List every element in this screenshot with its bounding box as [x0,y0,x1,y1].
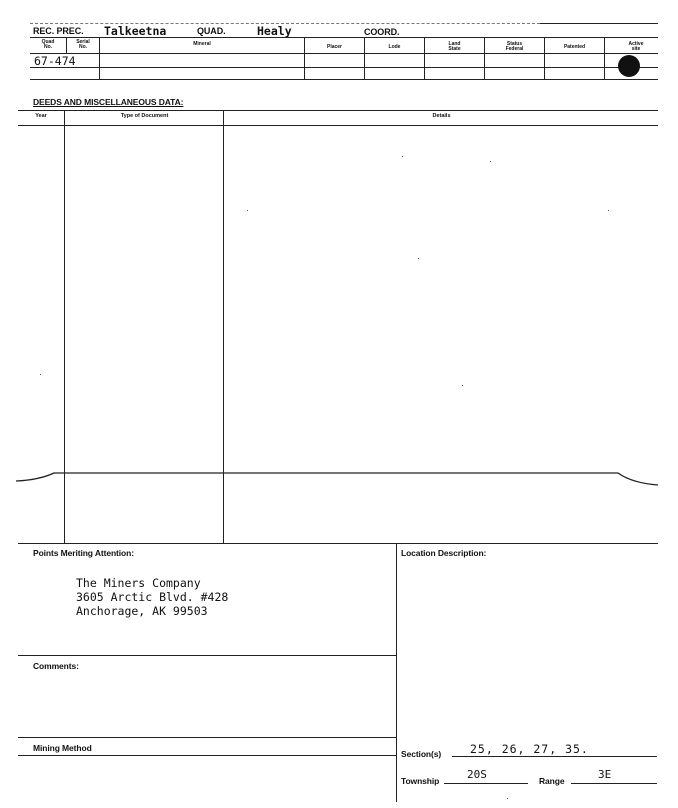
col-lode: Lode [388,44,401,50]
scan-speck [608,210,609,211]
township-label: Township [401,776,440,786]
comments-rule [18,655,396,656]
deeds-section-title: DEEDS AND MISCELLANEOUS DATA: [33,97,184,107]
scan-speck [247,210,248,211]
col-quad-no: Quad No. [41,39,55,50]
mining-method-rule [18,737,396,738]
points-meriting-attention-label: Points Meriting Attention: [33,548,134,558]
col-divider [604,38,605,79]
sections-underline [452,756,657,757]
quad-label: QUAD. [197,26,226,36]
scan-speck [402,156,403,157]
township-value: 20S [467,768,487,781]
active-site-mark-icon [618,55,640,77]
scan-speck [507,798,508,799]
deeds-header-rule [18,125,658,126]
col-mineral: Mineral [193,41,211,47]
mining-method-label: Mining Method [33,743,92,753]
coord-label: COORD. [364,27,400,37]
sections-label: Section(s) [401,749,442,759]
record-bottom-rule [30,79,658,80]
col-active-site: Active site [628,41,644,52]
location-description-label: Location Description: [401,548,487,558]
col-placer: Placer [326,44,342,50]
col-serial-no: Serial No. [76,39,90,50]
points-line-3: Anchorage, AK 99503 [76,604,208,618]
scan-speck [490,161,491,162]
col-patented: Patented [563,44,586,50]
col-land-state: Land State [448,41,461,52]
columns-rule [30,53,658,54]
range-label: Range [539,776,565,786]
rec-prec-label: REC. PREC. [33,26,84,36]
col-type-of-document: Type of Document [120,113,169,119]
sections-value: 25, 26, 27, 35. [470,742,589,756]
township-underline [444,783,528,784]
top-rule-right [540,23,658,24]
bottom-section-rule [18,543,658,544]
comments-label: Comments: [33,661,79,671]
bottom-section-divider [396,544,397,802]
scan-speck [418,258,419,259]
range-value: 3E [598,768,612,781]
scan-speck [40,374,41,375]
scan-speck [462,385,463,386]
quad-value: Healy [257,24,292,38]
col-year: Year [35,113,47,119]
points-line-1: The Miners Company [76,576,201,590]
range-underline [571,783,657,784]
quad-serial-value: 67-474 [34,54,76,68]
points-line-2: 3605 Arctic Blvd. #428 [76,590,229,604]
record-rule [30,67,658,68]
col-status-federal: Status Federal [505,41,524,52]
deeds-top-rule [18,110,658,111]
page-fold-line [14,466,662,490]
header-rule [30,37,658,38]
mining-method-underline [18,755,396,756]
rec-prec-value: Talkeetna [104,24,167,38]
col-details: Details [432,113,451,119]
top-rule [30,23,540,24]
